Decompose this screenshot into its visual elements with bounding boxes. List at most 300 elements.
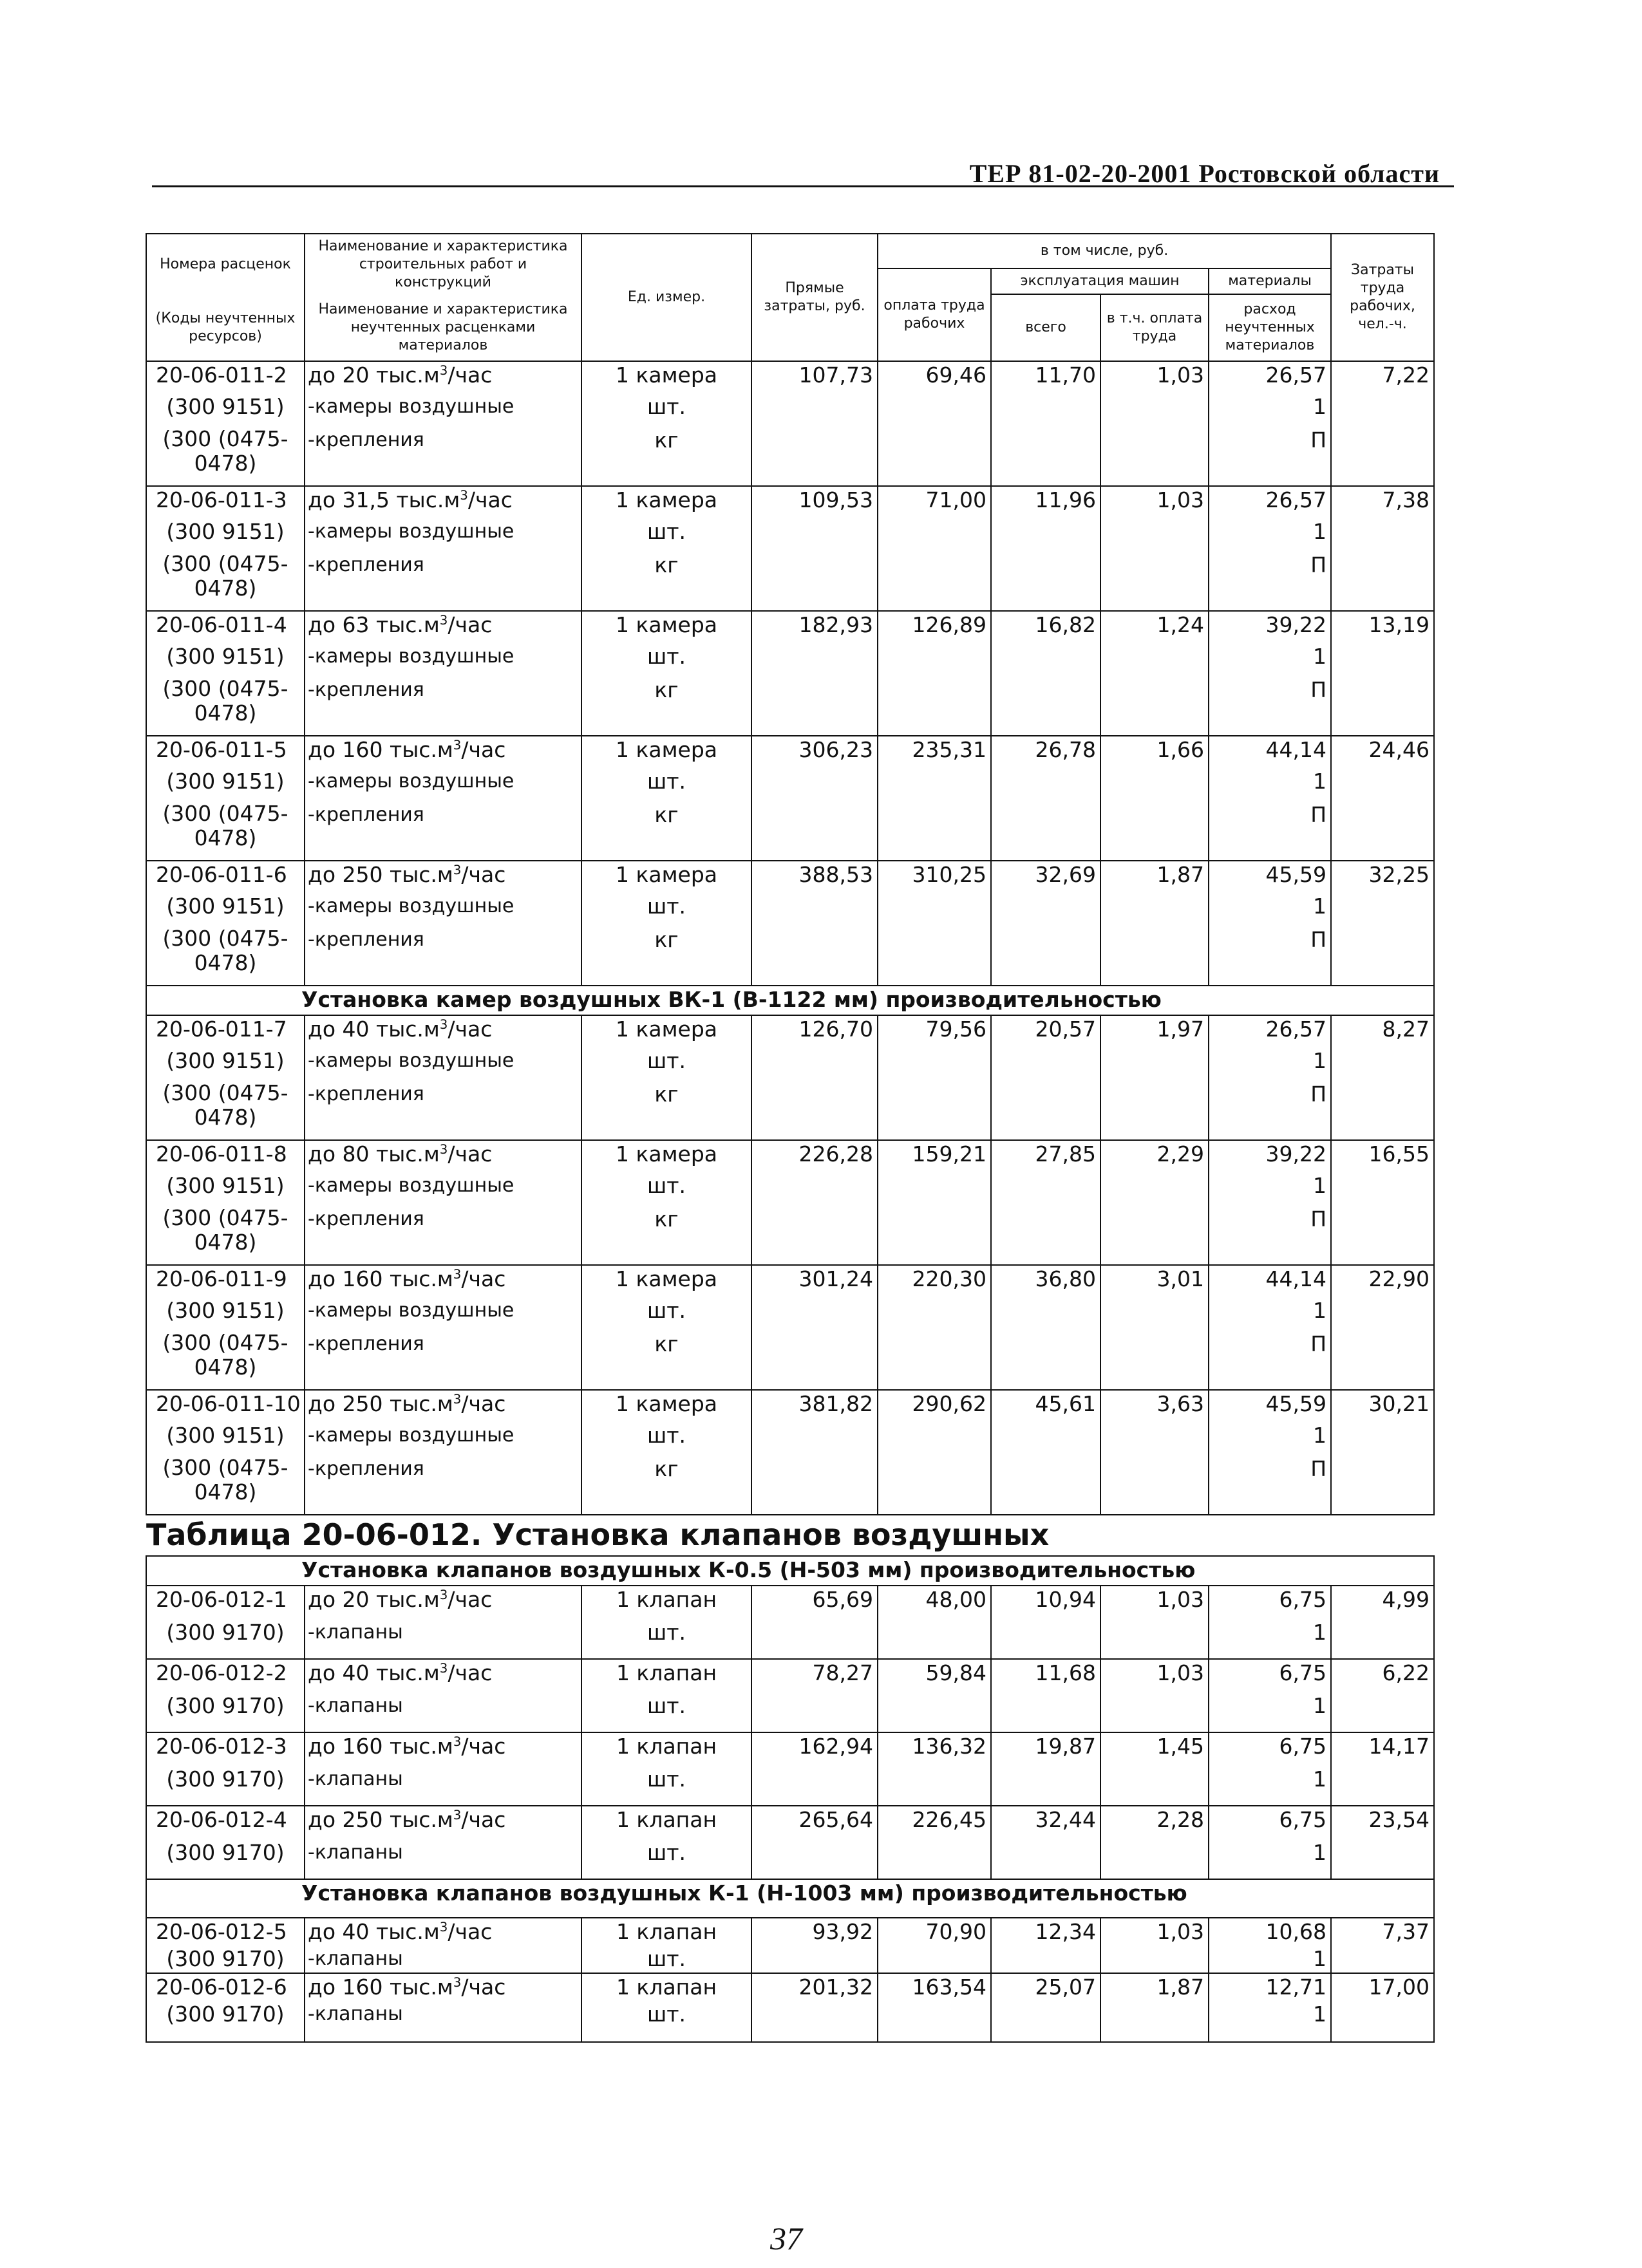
empty-cell <box>991 1619 1100 1659</box>
rate-code: 20-06-012-2 <box>146 1659 305 1692</box>
unit-suffix: /час <box>448 1660 493 1685</box>
rate-machines-labor: 1,03 <box>1100 486 1209 518</box>
col-header-machines-total: всего <box>991 294 1100 361</box>
resource-unit: кг <box>581 552 751 611</box>
col-header-name: Наименование и характеристика строительных работ и конструкций <box>305 234 581 294</box>
empty-cell <box>1100 1047 1209 1081</box>
resource-name: -крепления <box>305 1456 581 1515</box>
resource-row <box>146 1839 1434 1879</box>
empty-cell <box>991 518 1100 552</box>
empty-cell <box>991 1422 1100 1456</box>
rate-labor-hours: 23,54 <box>1331 1806 1434 1839</box>
unit-suffix: /час <box>461 1974 506 2000</box>
unit-superscript: 3 <box>453 1808 462 1823</box>
rate-machines-total: 32,44 <box>991 1806 1100 1839</box>
resource-quantity: П <box>1209 427 1331 486</box>
empty-cell <box>1100 926 1209 986</box>
rate-unit: 1 камера <box>581 1265 751 1297</box>
rate-direct-cost: 162,94 <box>751 1732 878 1766</box>
rate-direct-cost: 182,93 <box>751 611 878 643</box>
empty-cell <box>991 801 1100 861</box>
empty-cell <box>1331 643 1434 677</box>
rate-machines-total: 45,61 <box>991 1390 1100 1422</box>
empty-cell <box>751 926 878 986</box>
rate-materials: 26,57 <box>1209 486 1331 518</box>
empty-cell <box>1100 1172 1209 1206</box>
unit-superscript: 3 <box>453 863 462 877</box>
resource-unit: кг <box>581 677 751 736</box>
resource-code: (300 9151) <box>146 393 305 427</box>
rate-direct-cost: 78,27 <box>751 1659 878 1692</box>
empty-cell <box>1100 1331 1209 1390</box>
resource-row <box>146 926 1434 986</box>
unit-suffix: /час <box>461 1734 506 1759</box>
rate-code: 20-06-011-6 <box>146 861 305 893</box>
rate-labor-pay: 70,90 <box>878 1918 991 1945</box>
empty-cell <box>878 677 991 736</box>
empty-cell <box>751 1945 878 1973</box>
rate-machines-labor: 2,28 <box>1100 1806 1209 1839</box>
resource-unit: кг <box>581 1206 751 1265</box>
rate-machines-total: 25,07 <box>991 1973 1100 2001</box>
resource-name: -камеры воздушные <box>305 768 581 801</box>
empty-cell <box>991 643 1100 677</box>
rate-unit: 1 клапан <box>581 1918 751 1945</box>
resource-row <box>146 643 1434 677</box>
empty-cell <box>991 1172 1100 1206</box>
empty-cell <box>751 1047 878 1081</box>
rate-labor-pay: 71,00 <box>878 486 991 518</box>
rate-machines-labor: 1,03 <box>1100 1918 1209 1945</box>
col-header-codes-sub: (Коды неучтенных ресурсов) <box>146 294 305 361</box>
empty-cell <box>991 1945 1100 1973</box>
resource-name: -крепления <box>305 1331 581 1390</box>
empty-cell <box>1100 1692 1209 1732</box>
empty-cell <box>751 393 878 427</box>
empty-cell <box>1100 893 1209 926</box>
empty-cell <box>878 926 991 986</box>
empty-cell <box>991 893 1100 926</box>
rate-row <box>146 1659 1434 1692</box>
unit-superscript: 3 <box>453 1267 462 1282</box>
resource-code: (300 (0475-0478) <box>146 1331 305 1390</box>
rate-name <box>305 611 581 643</box>
resource-code: (300 (0475-0478) <box>146 926 305 986</box>
rate-name <box>305 1732 581 1766</box>
empty-cell <box>991 1047 1100 1081</box>
empty-cell <box>751 1619 878 1659</box>
unit-suffix: /час <box>461 1266 506 1291</box>
resource-quantity: 1 <box>1209 518 1331 552</box>
resource-name: -камеры воздушные <box>305 893 581 926</box>
rate-direct-cost: 126,70 <box>751 1015 878 1047</box>
empty-cell <box>878 2001 991 2042</box>
resource-code: (300 (0475-0478) <box>146 801 305 861</box>
unit-suffix: /час <box>448 1017 493 1042</box>
empty-cell <box>991 677 1100 736</box>
empty-cell <box>1331 926 1434 986</box>
empty-cell <box>991 2001 1100 2042</box>
rate-code: 20-06-012-1 <box>146 1586 305 1619</box>
rate-materials: 12,71 <box>1209 1973 1331 2001</box>
resource-name: -клапаны <box>305 1839 581 1879</box>
resource-unit: кг <box>581 1081 751 1140</box>
unit-suffix: /час <box>461 862 506 887</box>
empty-cell <box>878 1206 991 1265</box>
rate-labor-hours: 13,19 <box>1331 611 1434 643</box>
rate-labor-hours: 7,22 <box>1331 361 1434 393</box>
rate-machines-total: 20,57 <box>991 1015 1100 1047</box>
empty-cell <box>751 1081 878 1140</box>
empty-cell <box>878 1692 991 1732</box>
rate-machines-total: 27,85 <box>991 1140 1100 1172</box>
empty-cell <box>1331 893 1434 926</box>
empty-cell <box>751 1206 878 1265</box>
rate-capacity: до 160 тыс.м <box>308 1974 453 2000</box>
empty-cell <box>878 801 991 861</box>
resource-quantity: 1 <box>1209 1766 1331 1806</box>
rate-capacity: до 40 тыс.м <box>308 1660 440 1685</box>
unit-suffix: /час <box>448 362 493 388</box>
resource-row <box>146 427 1434 486</box>
rate-code: 20-06-012-6 <box>146 1973 305 2001</box>
resource-quantity: 1 <box>1209 1047 1331 1081</box>
empty-cell <box>878 1766 991 1806</box>
rate-row <box>146 1140 1434 1172</box>
col-header-codes: Номера расценок <box>146 234 305 294</box>
col-header-incl: в том числе, руб. <box>878 234 1331 268</box>
rate-materials: 44,14 <box>1209 736 1331 768</box>
rates-table <box>146 233 1435 2043</box>
rate-capacity: до 63 тыс.м <box>308 612 440 637</box>
rate-labor-pay: 136,32 <box>878 1732 991 1766</box>
rate-code: 20-06-011-10 <box>146 1390 305 1422</box>
col-header-materials: материалы <box>1209 268 1331 294</box>
unit-superscript: 3 <box>439 1920 448 1935</box>
unit-superscript: 3 <box>453 738 462 753</box>
rate-capacity: до 80 тыс.м <box>308 1141 440 1167</box>
empty-cell <box>1100 552 1209 611</box>
rate-machines-total: 12,34 <box>991 1918 1100 1945</box>
col-header-labor: Затраты труда рабочих, чел.-ч. <box>1331 234 1434 361</box>
rate-unit: 1 камера <box>581 611 751 643</box>
resource-code: (300 (0475-0478) <box>146 1456 305 1515</box>
empty-cell <box>1331 552 1434 611</box>
resource-code: (300 9170) <box>146 1692 305 1732</box>
unit-suffix: /час <box>448 1141 493 1167</box>
empty-cell <box>1331 1839 1434 1879</box>
rate-capacity: до 160 тыс.м <box>308 1734 453 1759</box>
empty-cell <box>1331 1297 1434 1331</box>
rate-labor-hours: 7,38 <box>1331 486 1434 518</box>
resource-name: -камеры воздушные <box>305 1172 581 1206</box>
unit-superscript: 3 <box>439 613 448 628</box>
resource-quantity: 1 <box>1209 2001 1331 2042</box>
resource-quantity: 1 <box>1209 1619 1331 1659</box>
rate-materials: 44,14 <box>1209 1265 1331 1297</box>
empty-cell <box>991 926 1100 986</box>
rate-labor-pay: 235,31 <box>878 736 991 768</box>
resource-name: -крепления <box>305 1206 581 1265</box>
resource-name: -камеры воздушные <box>305 643 581 677</box>
rate-machines-total: 26,78 <box>991 736 1100 768</box>
empty-cell <box>1331 518 1434 552</box>
rate-code: 20-06-012-3 <box>146 1732 305 1766</box>
resource-code: (300 9151) <box>146 1297 305 1331</box>
rate-name <box>305 1390 581 1422</box>
empty-cell <box>878 1456 991 1515</box>
document-title: ТЕР 81-02-20-2001 Ростовской области <box>969 159 1440 188</box>
empty-cell <box>1331 801 1434 861</box>
rate-unit: 1 камера <box>581 1015 751 1047</box>
resource-unit: шт. <box>581 893 751 926</box>
unit-suffix: /час <box>448 1919 493 1944</box>
empty-cell <box>878 643 991 677</box>
empty-cell <box>1100 1766 1209 1806</box>
resource-row <box>146 1945 1434 1973</box>
rate-capacity: до 20 тыс.м <box>308 362 440 388</box>
resource-unit: шт. <box>581 643 751 677</box>
empty-cell <box>878 1839 991 1879</box>
resource-name: -камеры воздушные <box>305 1422 581 1456</box>
resource-quantity: П <box>1209 677 1331 736</box>
empty-cell <box>751 552 878 611</box>
empty-cell <box>1100 393 1209 427</box>
resource-row <box>146 1172 1434 1206</box>
col-header-materials-sub: расход неучтенных материалов <box>1209 294 1331 361</box>
rate-materials: 6,75 <box>1209 1732 1331 1766</box>
rate-name <box>305 736 581 768</box>
col-header-direct: Прямые затраты, руб. <box>751 234 878 361</box>
table-title-row <box>146 1515 1434 1556</box>
rate-labor-pay: 220,30 <box>878 1265 991 1297</box>
empty-cell <box>1100 643 1209 677</box>
rate-materials: 26,57 <box>1209 361 1331 393</box>
rate-capacity: до 40 тыс.м <box>308 1919 440 1944</box>
unit-superscript: 3 <box>439 1142 448 1157</box>
rate-direct-cost: 93,92 <box>751 1918 878 1945</box>
rate-machines-labor: 1,66 <box>1100 736 1209 768</box>
resource-quantity: 1 <box>1209 393 1331 427</box>
resource-row <box>146 2001 1434 2042</box>
empty-cell <box>1100 2001 1209 2042</box>
resource-code: (300 9151) <box>146 893 305 926</box>
empty-cell <box>751 518 878 552</box>
rate-machines-labor: 1,87 <box>1100 1973 1209 2001</box>
empty-cell <box>991 1766 1100 1806</box>
rate-row <box>146 1973 1434 2001</box>
rate-labor-hours: 30,21 <box>1331 1390 1434 1422</box>
rate-name <box>305 1140 581 1172</box>
resource-name: -крепления <box>305 427 581 486</box>
rate-machines-labor: 1,03 <box>1100 361 1209 393</box>
rate-capacity: до 160 тыс.м <box>308 1266 453 1291</box>
empty-cell <box>751 427 878 486</box>
unit-suffix: /час <box>461 1391 506 1416</box>
resource-unit: кг <box>581 1456 751 1515</box>
empty-cell <box>878 1331 991 1390</box>
empty-cell <box>991 552 1100 611</box>
rate-machines-total: 11,68 <box>991 1659 1100 1692</box>
resource-name: -клапаны <box>305 1619 581 1659</box>
rate-capacity: до 40 тыс.м <box>308 1017 440 1042</box>
rate-unit: 1 клапан <box>581 1586 751 1619</box>
empty-cell <box>1331 677 1434 736</box>
resource-row <box>146 1422 1434 1456</box>
resource-name: -клапаны <box>305 1766 581 1806</box>
rate-unit: 1 клапан <box>581 1659 751 1692</box>
rate-row <box>146 1732 1434 1766</box>
resource-row <box>146 518 1434 552</box>
resource-row <box>146 393 1434 427</box>
empty-cell <box>751 1297 878 1331</box>
resource-row <box>146 1692 1434 1732</box>
rate-labor-pay: 79,56 <box>878 1015 991 1047</box>
empty-cell <box>1100 1297 1209 1331</box>
rate-row <box>146 1390 1434 1422</box>
rate-name <box>305 1265 581 1297</box>
rate-materials: 6,75 <box>1209 1806 1331 1839</box>
resource-name: -крепления <box>305 801 581 861</box>
resource-row <box>146 1047 1434 1081</box>
empty-cell <box>751 677 878 736</box>
rate-machines-total: 32,69 <box>991 861 1100 893</box>
resource-unit: кг <box>581 427 751 486</box>
rate-machines-labor: 1,45 <box>1100 1732 1209 1766</box>
rate-machines-total: 10,94 <box>991 1586 1100 1619</box>
rate-direct-cost: 226,28 <box>751 1140 878 1172</box>
col-header-machines-labor: в т.ч. оплата труда <box>1100 294 1209 361</box>
resource-quantity: 1 <box>1209 1297 1331 1331</box>
rate-materials: 6,75 <box>1209 1659 1331 1692</box>
resource-unit: шт. <box>581 1047 751 1081</box>
rate-row <box>146 1265 1434 1297</box>
empty-cell <box>751 643 878 677</box>
resource-quantity: П <box>1209 1331 1331 1390</box>
resource-row <box>146 1619 1434 1659</box>
rate-unit: 1 камера <box>581 486 751 518</box>
empty-cell <box>878 1945 991 1973</box>
rate-labor-hours: 16,55 <box>1331 1140 1434 1172</box>
resource-row <box>146 1331 1434 1390</box>
rate-row <box>146 861 1434 893</box>
empty-cell <box>878 427 991 486</box>
resource-unit: шт. <box>581 768 751 801</box>
table-title: Таблица 20-06-012. Установка клапанов воздушных <box>146 1515 1434 1556</box>
resource-unit: шт. <box>581 1172 751 1206</box>
rate-labor-pay: 163,54 <box>878 1973 991 2001</box>
resource-quantity: П <box>1209 801 1331 861</box>
rate-code: 20-06-011-2 <box>146 361 305 393</box>
rate-code: 20-06-011-3 <box>146 486 305 518</box>
empty-cell <box>1100 1081 1209 1140</box>
rate-name <box>305 1806 581 1839</box>
resource-quantity: 1 <box>1209 643 1331 677</box>
resource-quantity: П <box>1209 1081 1331 1140</box>
rate-name <box>305 1015 581 1047</box>
unit-suffix: /час <box>448 612 493 637</box>
resource-name: -клапаны <box>305 2001 581 2042</box>
resource-quantity: П <box>1209 1206 1331 1265</box>
resource-quantity: 1 <box>1209 1839 1331 1879</box>
page-number: 37 <box>770 2220 802 2256</box>
rate-row <box>146 1586 1434 1619</box>
rate-machines-labor: 2,29 <box>1100 1140 1209 1172</box>
unit-suffix: /час <box>448 1587 493 1612</box>
resource-name: -клапаны <box>305 1692 581 1732</box>
resource-code: (300 9170) <box>146 1945 305 1973</box>
rate-materials: 45,59 <box>1209 861 1331 893</box>
rate-row <box>146 1918 1434 1945</box>
empty-cell <box>991 1331 1100 1390</box>
resource-row <box>146 893 1434 926</box>
empty-cell <box>991 768 1100 801</box>
col-header-machines: эксплуатация машин <box>991 268 1209 294</box>
empty-cell <box>1100 1839 1209 1879</box>
empty-cell <box>751 1422 878 1456</box>
resource-name: -камеры воздушные <box>305 1047 581 1081</box>
rate-capacity: до 160 тыс.м <box>308 737 453 762</box>
rate-labor-hours: 24,46 <box>1331 736 1434 768</box>
empty-cell <box>751 1766 878 1806</box>
rate-materials: 45,59 <box>1209 1390 1331 1422</box>
empty-cell <box>1331 427 1434 486</box>
empty-cell <box>1331 1331 1434 1390</box>
rate-labor-pay: 48,00 <box>878 1586 991 1619</box>
resource-quantity: П <box>1209 1456 1331 1515</box>
resource-name: -крепления <box>305 926 581 986</box>
rate-direct-cost: 301,24 <box>751 1265 878 1297</box>
unit-suffix: /час <box>461 1807 506 1832</box>
resource-row <box>146 1081 1434 1140</box>
resource-row <box>146 1297 1434 1331</box>
empty-cell <box>751 893 878 926</box>
empty-cell <box>878 518 991 552</box>
resource-quantity: 1 <box>1209 1172 1331 1206</box>
rate-materials: 6,75 <box>1209 1586 1331 1619</box>
rate-direct-cost: 201,32 <box>751 1973 878 2001</box>
rate-name <box>305 1973 581 2001</box>
rate-code: 20-06-011-5 <box>146 736 305 768</box>
empty-cell <box>991 1692 1100 1732</box>
resource-row <box>146 552 1434 611</box>
rate-name <box>305 1918 581 1945</box>
empty-cell <box>751 801 878 861</box>
unit-suffix: /час <box>467 487 513 512</box>
empty-cell <box>878 1422 991 1456</box>
rate-unit: 1 клапан <box>581 1806 751 1839</box>
rate-machines-labor: 1,87 <box>1100 861 1209 893</box>
empty-cell <box>878 1081 991 1140</box>
resource-code: (300 9170) <box>146 1839 305 1879</box>
rate-direct-cost: 109,53 <box>751 486 878 518</box>
rate-name <box>305 861 581 893</box>
resource-name: -клапаны <box>305 1945 581 1973</box>
empty-cell <box>1331 1766 1434 1806</box>
rate-machines-labor: 1,03 <box>1100 1659 1209 1692</box>
unit-suffix: /час <box>461 737 506 762</box>
resource-unit: шт. <box>581 1839 751 1879</box>
resource-code: (300 (0475-0478) <box>146 677 305 736</box>
rate-capacity: до 250 тыс.м <box>308 862 453 887</box>
empty-cell <box>878 1172 991 1206</box>
section-row <box>146 986 1434 1015</box>
resource-unit: шт. <box>581 1422 751 1456</box>
empty-cell <box>878 1297 991 1331</box>
empty-cell <box>751 768 878 801</box>
rate-code: 20-06-011-4 <box>146 611 305 643</box>
resource-row <box>146 801 1434 861</box>
